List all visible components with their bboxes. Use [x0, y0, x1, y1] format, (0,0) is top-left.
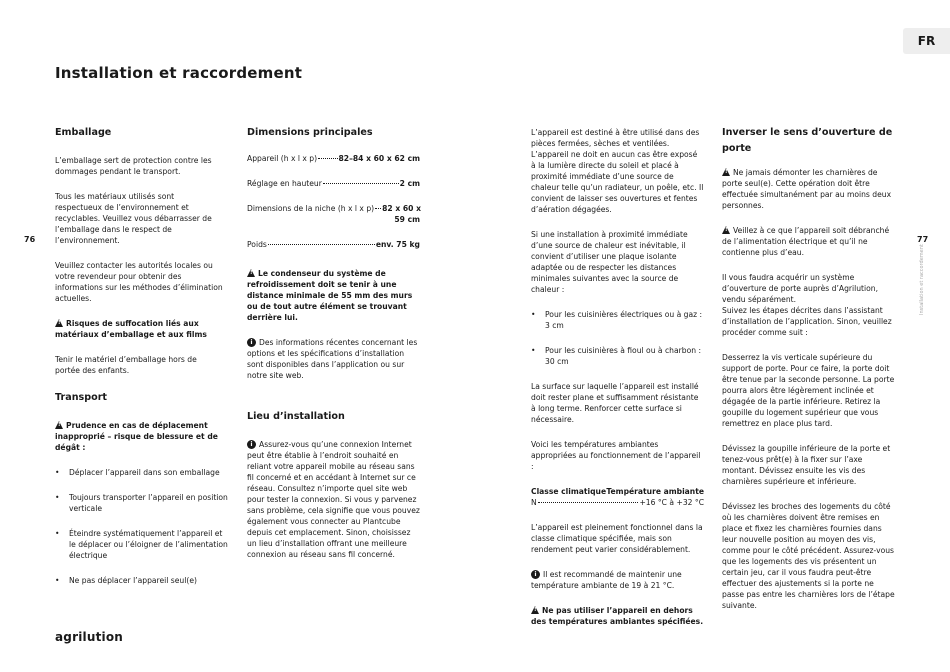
warning-icon [722, 168, 730, 176]
climate-table-row: N +16 °C à +32 °C [531, 498, 704, 507]
warning-icon [55, 319, 63, 327]
door-warning-2: !Veillez à ce que l’appareil soit débranché de l’alimentation électrique et qu’il ne contienne plus d’eau. [722, 225, 897, 258]
list-item: • Pour les cuisinières à fioul ou à charbon : 30 cm [531, 345, 704, 367]
page-number-right: 77 [917, 235, 929, 244]
conditions-paragraph-4: Voici les températures ambiantes appropriées au fonctionnement de l’appareil : [531, 440, 701, 471]
dimension-row-poids: Poids env. 75 kg [247, 240, 420, 249]
dimension-row-appareil: Appareil (h x l x p) 82–84 x 60 x 62 cm [247, 154, 420, 163]
door-heading: Inverser le sens d’ouverture de porte [722, 127, 893, 154]
dimension-row-niche: Dimensions de la niche (h x l x p) 82 x 60 x 59 cm [247, 204, 421, 224]
climate-table-header: Classe climatique Température ambiante [531, 487, 704, 496]
page-number-left: 76 [24, 235, 36, 244]
door-paragraph-2: Suivez les étapes décrites dans l’assistant d’installation de l’application. Sinon, veuillez procéder comme suit : [722, 306, 892, 337]
dimensions-heading: Dimensions principales [247, 127, 373, 138]
dimension-row-reglage: Réglage en hauteur 2 cm [247, 179, 420, 188]
lieu-heading: Lieu d’installation [247, 411, 345, 422]
distance-list [531, 309, 704, 367]
language-tab: FR [903, 28, 950, 54]
column-dimensions [247, 125, 420, 381]
warning-icon [55, 421, 63, 429]
brand-logo: agrilution [55, 630, 124, 644]
transport-heading: Transport [55, 392, 108, 403]
list-item: • Pour les cuisinières électriques ou à gaz : 3 cm [531, 309, 704, 331]
conditions-paragraph-1: L’appareil est destiné à être utilisé dans des pièces fermées, sèches et ventilées. L’appareil ne doit en aucun cas être exposé à la lumière directe du soleil et placé à proximité immédiate d’une source de chaleur telle qu’un radiateur, un poêle, etc. Il convient de laisser ses ouvertures et fentes d’aération dégagées. [531, 128, 704, 214]
transport-list [55, 467, 230, 586]
list-item: • Toujours transporter l’appareil en position verticale [55, 492, 230, 514]
door-paragraph-3: Desserrez la vis verticale supérieure du support de porte. Pour ce faire, la porte doit être tenue par la seconde personne. La porte pourra alors être légèrement inclinée et dégagée de la partie inférieure. Retirez la goupille du logement supérieur que vous remettrez en place plus tard. [722, 353, 895, 428]
emballage-paragraph-3: Veuillez contacter les autorités locales ou votre revendeur pour obtenir des informations sur les méthodes d’élimination actuelles. [55, 261, 223, 303]
column-conditions [531, 127, 704, 627]
column-door [722, 125, 897, 611]
door-paragraph-1: Il vous faudra acquérir un système d’ouverture de porte auprès d’Agrilution, vendu séparément. [722, 273, 879, 304]
warning-icon [722, 226, 730, 234]
temperature-warning: !Ne pas utiliser l’appareil en dehors des températures ambiantes spécifiées. [531, 605, 704, 627]
condenser-warning: !Le condenseur du système de refroidissement doit se tenir à une distance minimale de 55 mm des murs ou de tout autre élément se trouvant derrière lui. [247, 268, 415, 323]
transport-warning: !Prudence en cas de déplacement inapproprié – risque de blessure et de dégât : [55, 420, 230, 453]
side-running-header: Installation et raccordement [919, 244, 925, 315]
dimensions-info: i Des informations récentes concernant les options et les spécifications d’installation sont disponibles dans l’application ou sur notre site web. [247, 337, 418, 380]
emballage-heading: Emballage [55, 127, 112, 138]
emballage-paragraph-2: Tous les matériaux utilisés sont respectueux de l’environnement et recyclables. Veuillez vous débarrasser de l’emballage dans le respect de l’environnement. [55, 192, 212, 245]
door-paragraph-5: Dévissez les broches des logements du côté où les charnières doivent être remises en place et fixez les charnières fournies dans leur nouvelle position au moyen des vis, comme pour le côté précédent. Assurez-vous que les logements des vis présentent un certain jeu, car il vous faudra peut-être effectuer des ajustements si la porte ne passe pas entre les charnières lors de l’étape suivante. [722, 502, 895, 610]
warning-icon [531, 606, 539, 614]
column-lieu [247, 409, 421, 560]
emballage-paragraph-1: L’emballage sert de protection contre les dommages pendant le transport. [55, 156, 212, 176]
conditions-paragraph-2: Si une installation à proximité immédiate d’une source de chaleur est inévitable, il convient d’utiliser une plaque isolante adaptée ou de respecter les distances minimales suivantes avec la source de chaleur : [531, 230, 688, 294]
info-icon: i [247, 440, 256, 449]
column-transport [55, 390, 230, 586]
list-item: • Éteindre systématiquement l’appareil et le déplacer ou l’éloigner de l’alimentation électrique [55, 528, 230, 561]
lieu-info: i Assurez-vous qu’une connexion Internet peut être établie à l’endroit souhaité en reliant votre appareil mobile au réseau sans fil concerné et en accédant à Internet sur ce réseau. Consultez n’importe quel site web pour tester la connexion. Si vous y parvenez sans problème, cela signifie que vous pouvez également vous connecter au Plantcube depuis cet emplacement. Sinon, choisissez un lieu d’installation offrant une meilleure connexion au réseau sans fil concerné. [247, 439, 420, 559]
conditions-paragraph-5: L’appareil est pleinement fonctionnel dans la classe climatique spécifiée, mais son rendement peut varier considérablement. [531, 523, 703, 554]
emballage-paragraph-4: Tenir le matériel d’emballage hors de portée des enfants. [55, 355, 197, 375]
list-item: • Déplacer l’appareil dans son emballage [55, 467, 230, 478]
suffocation-warning: !Risques de suffocation liés aux matériaux d’emballage et aux films [55, 318, 223, 340]
page-title: Installation et raccordement [55, 64, 303, 82]
info-icon: i [247, 338, 256, 347]
door-warning-1: !Ne jamais démonter les charnières de porte seul(e). Cette opération doit être effectuée simultanément par au moins deux personnes. [722, 167, 897, 211]
temperature-info: i Il est recommandé de maintenir une température ambiante de 19 à 21 °C. [531, 569, 682, 590]
list-item: • Ne pas déplacer l’appareil seul(e) [55, 575, 230, 586]
warning-icon [247, 269, 255, 277]
info-icon: i [531, 570, 540, 579]
conditions-paragraph-3: La surface sur laquelle l’appareil est installé doit rester plane et suffisamment résistante à long terme. Renforcer cette surface si nécessaire. [531, 382, 699, 424]
door-paragraph-4: Dévissez la goupille inférieure de la porte et tenez-vous prêt(e) à la fixer sur l’axe montant. Dévissez ensuite les vis des charnières supérieure et inférieure. [722, 444, 891, 486]
column-emballage [55, 125, 223, 376]
